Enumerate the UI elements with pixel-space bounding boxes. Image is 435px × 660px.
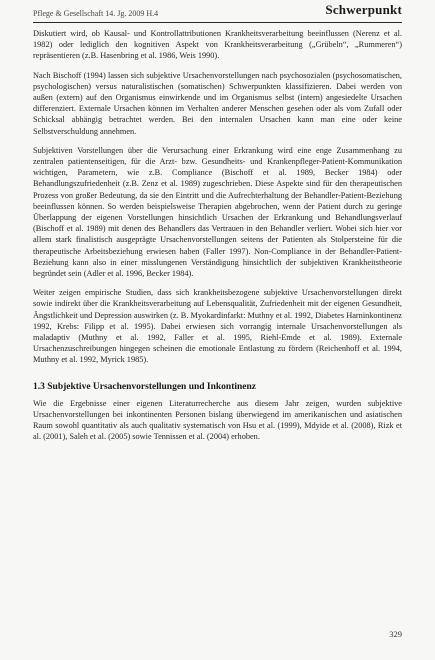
paragraph-4: Weiter zeigen empirische Studien, dass sich krankheitsbezogene subjektive Ursachenvorstellungen direkt sowie indirekt über die Krankheitsverarbeitung auf Lebensqualität, Zufriedenheit mit der eigenen Gesundheit, Ängstlichkeit und Depression auswirken (z. B. Myokardinfarkt: Muthny et al. 1992, Diabetes Harninkontinenz 1992, Krebs: Filipp et al. 1995). Dabei erwiesen sich vorrangig internale Ursachenvorstellungen als maladaptiv (Muthny et al. 1992, Faller et al. 1995, Riehl-Emde et al. 1989). Externale Ursachenzuschreibungen hingegen scheinen die emotionale Entlastung zu fördern (Reichenhoff et al. 1994, Muthny et al. 1992, Myrick 1985). (33, 288, 402, 365)
paragraph-1: Diskutiert wird, ob Kausal- und Kontrollattributionen Krankheitsverarbeitung beeinflussen (Nerenz et al. 1982) oder lediglich den kognitiven Aspekt von Krankheitsverarbeitung („Grübeln“, „Rummeren“) repräsentieren (z.B. Hasenbring et al. 1986, Weis 1990). (33, 29, 402, 61)
section-heading: 1.3 Subjektive Ursachenvorstellungen und Inkontinenz (33, 381, 257, 392)
body-text (33, 28, 402, 451)
section-label: Schwerpunkt (325, 2, 402, 17)
running-header (33, 4, 402, 23)
paragraph-3: Subjektiven Vorstellungen über die Verursachung einer Erkrankung wird eine enge Zusammenhang zu zentralen patientenseitigen, für die Arzt- bzw. Gesundheits- und Krankenpfleger-Patient-Kommunikation wichtigen, Parametern, wie z.B. Compliance (Bischoff et al. 1989, Becker 1984) oder Behandlungszufriedenheit (z.B. Zenz et al. 1989) zugeschrieben. Diese Aspekte sind für den therapeutischen Prozess von großer Bedeutung, da sie den Eintritt und die Aufrechterhaltung der Behandler-Patient-Beziehung beeinflussen können. So werden beispielsweise Therapien abgebrochen, wenn der Patient durch zu geringe Überlappung der eigenen Vorstellungen hinsichtlich Ursachen der Erkrankung und Behandlungsverlauf (Bischoff et al. 1989) mit denen des Behandlers das Vertrauen in den Behandler verliert. Wobei sich hier vor allem stark finalistisch ausgeprägte Ursachenvorstellungen seitens der Patienten als Stolpersteine für die therapeutische Arbeitsbeziehung erwiesen haben (Faller 1997). Non-Compliance in der Behandler-Patient-Beziehung kann also in einer misslungenen Verständigung hinsichtlich der subjektiven Krankheitstheorie begründet sein (Adler et al. 1996, Becker 1984). (33, 145, 402, 279)
paragraph-5: Wie die Ergebnisse einer eigenen Literaturrecherche aus diesem Jahr zeigen, wurden subjektive Ursachenvorstellungen bei inkontinenten Personen bislang überwiegend im amerikanischen und asiatischen Raum sowohl quantitativ als auch qualitativ systematisch von Hsu et al. (1999), Mdyide et al. (2008), Rizk et al. (2001), Saleh et al. (2005) sowie Tennissen et al. (2004) erhoben. (33, 398, 402, 442)
paragraph-2: Nach Bischoff (1994) lassen sich subjektive Ursachenvorstellungen nach psychosozialen (psychosomatischen, psychologischen) versus naturalistischen (somatischen) Schwerpunkten klassifizieren. Dabei werden von außen (extern) auf den Organismus einwirkende und im Organismus selbst (intern) angesiedelte Ursachen differenziert. Externale Ursachen können im Verhalten anderer Menschen gesehen oder als vom Zufall oder Schicksal abhängig betrachtet werden. Bei den internalen Ursachen kann man eine oder keine Selbstverschuldung annehmen. (33, 70, 402, 136)
page-number: 329 (389, 629, 402, 639)
journal-citation: Pflege & Gesellschaft 14. Jg. 2009 H.4 (33, 9, 159, 18)
